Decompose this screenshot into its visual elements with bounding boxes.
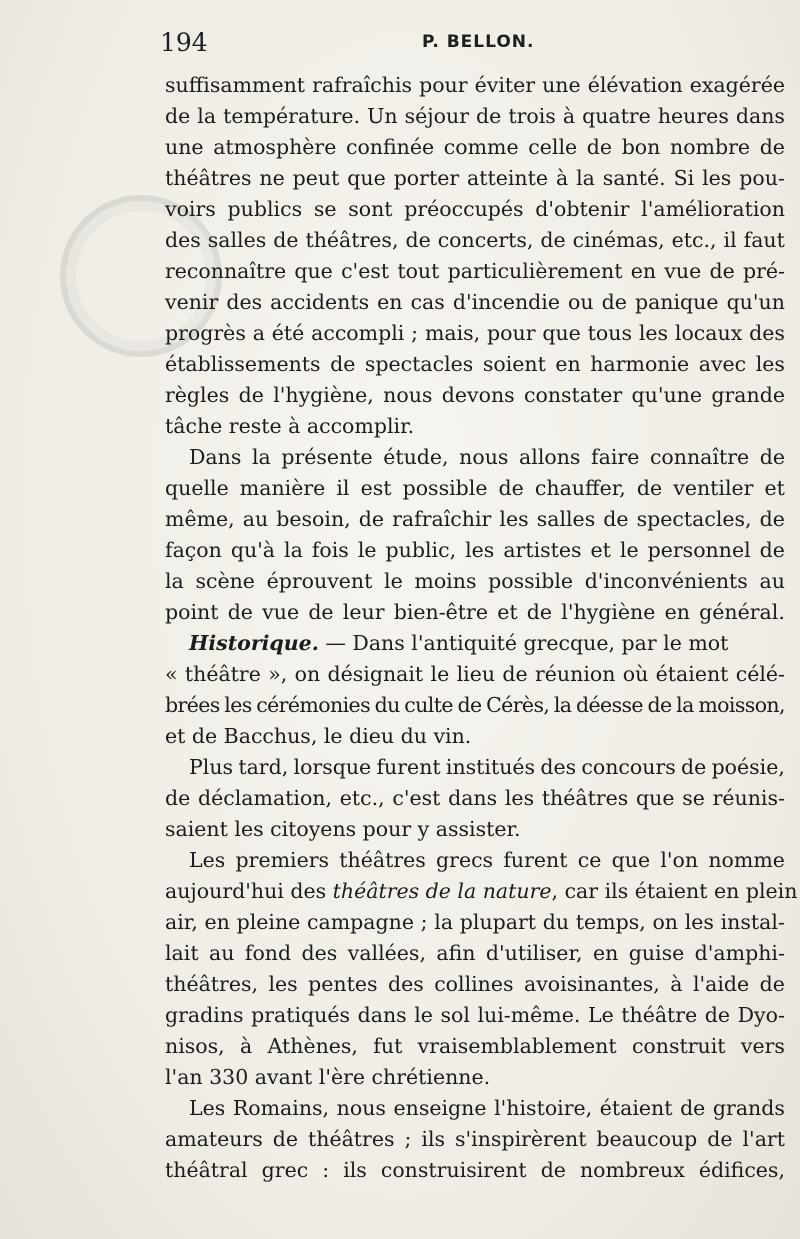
text-line: Les premiers théâtres grecs furent ce que l'on nomme [189, 848, 785, 872]
text-line: tâche reste à accomplir. [165, 414, 415, 438]
emphasized-phrase: théâtres de la nature [332, 879, 552, 903]
text-line: de la température. Un séjour de trois à quatre heures dans [165, 104, 785, 128]
text-line: une atmosphère confinée comme celle de bon nombre de [165, 135, 785, 159]
text-line: Les Romains, nous enseigne l'histoire, étaient de grands [189, 1096, 785, 1120]
text-line: point de vue de leur bien-être et de l'hygiène en général. [165, 600, 785, 624]
text-line: progrès a été accompli ; mais, pour que tous les locaux des [165, 321, 785, 345]
text-line: de déclamation, etc., c'est dans les théâtres que se réunis- [165, 786, 785, 810]
text-line [165, 628, 785, 659]
text-line: Dans la présente étude, nous allons faire connaître de [189, 445, 785, 469]
text-line: même, au besoin, de rafraîchir les salles de spectacles, de [165, 507, 785, 531]
text-line: brées les cérémonies du culte de Cérès, la déesse de la moisson, [165, 693, 785, 717]
paragraph [165, 628, 785, 752]
text-fragment: aujourd'hui des [165, 879, 333, 903]
text-line: venir des accidents en cas d'incendie ou de panique qu'un [165, 290, 785, 314]
text-line: voirs publics se sont préoccupés d'obtenir l'amélioration [165, 197, 785, 221]
text-line: établissements de spectacles soient en harmonie avec les [165, 352, 785, 376]
paragraph [165, 70, 785, 442]
text-line [165, 876, 798, 907]
paragraph [165, 442, 785, 628]
text-line: suffisamment rafraîchis pour éviter une élévation exagérée [165, 73, 785, 97]
text-line: des salles de théâtres, de concerts, de cinémas, etc., il faut [165, 228, 785, 252]
text-line: Plus tard, lorsque furent institués des concours de poésie, [189, 755, 785, 779]
body-text [165, 70, 798, 1186]
text-line: l'an 330 avant l'ère chrétienne. [165, 1065, 491, 1089]
text-line: quelle manière il est possible de chauffer, de ventiler et [165, 476, 785, 500]
text-line: et de Bacchus, le dieu du vin. [165, 724, 472, 748]
text-fragment: , car ils étaient en plein [551, 879, 798, 903]
text-line: lait au fond des vallées, afin d'utiliser, en guise d'amphi- [165, 941, 785, 965]
section-heading: Historique. [189, 631, 319, 655]
page-header [160, 28, 786, 62]
text-line: théâtres, les pentes des collines avoisinantes, à l'aide de [165, 972, 785, 996]
text-line: « théâtre », on désignait le lieu de réunion où étaient célé- [165, 662, 785, 686]
text-line: saient les citoyens pour y assister. [165, 817, 521, 841]
paragraph [165, 1093, 785, 1186]
paragraph [165, 752, 785, 845]
text-line: air, en pleine campagne ; la plupart du temps, on les instal- [165, 910, 785, 934]
text-line: la scène éprouvent le moins possible d'inconvénients au [165, 569, 785, 593]
text-line: amateurs de théâtres ; ils s'inspirèrent beaucoup de l'art [165, 1127, 785, 1151]
paragraph [165, 845, 798, 1093]
text-line: théâtral grec : ils construisirent de nombreux édifices, [165, 1158, 785, 1182]
text-fragment: — Dans l'antiquité grecque, par le mot [318, 631, 729, 655]
text-line: théâtres ne peut que porter atteinte à la santé. Si les pou- [165, 166, 785, 190]
text-line: reconnaître que c'est tout particulièrement en vue de pré- [165, 259, 785, 283]
text-line: façon qu'à la fois le public, les artistes et le personnel de [165, 538, 785, 562]
running-head: P. BELLON. [422, 32, 535, 52]
text-line: nisos, à Athènes, fut vraisemblablement construit vers [165, 1034, 785, 1058]
text-line: règles de l'hygiène, nous devons constater qu'une grande [165, 383, 785, 407]
page-number: 194 [160, 28, 208, 57]
text-line: gradins pratiqués dans le sol lui-même. Le théâtre de Dyo- [165, 1003, 785, 1027]
